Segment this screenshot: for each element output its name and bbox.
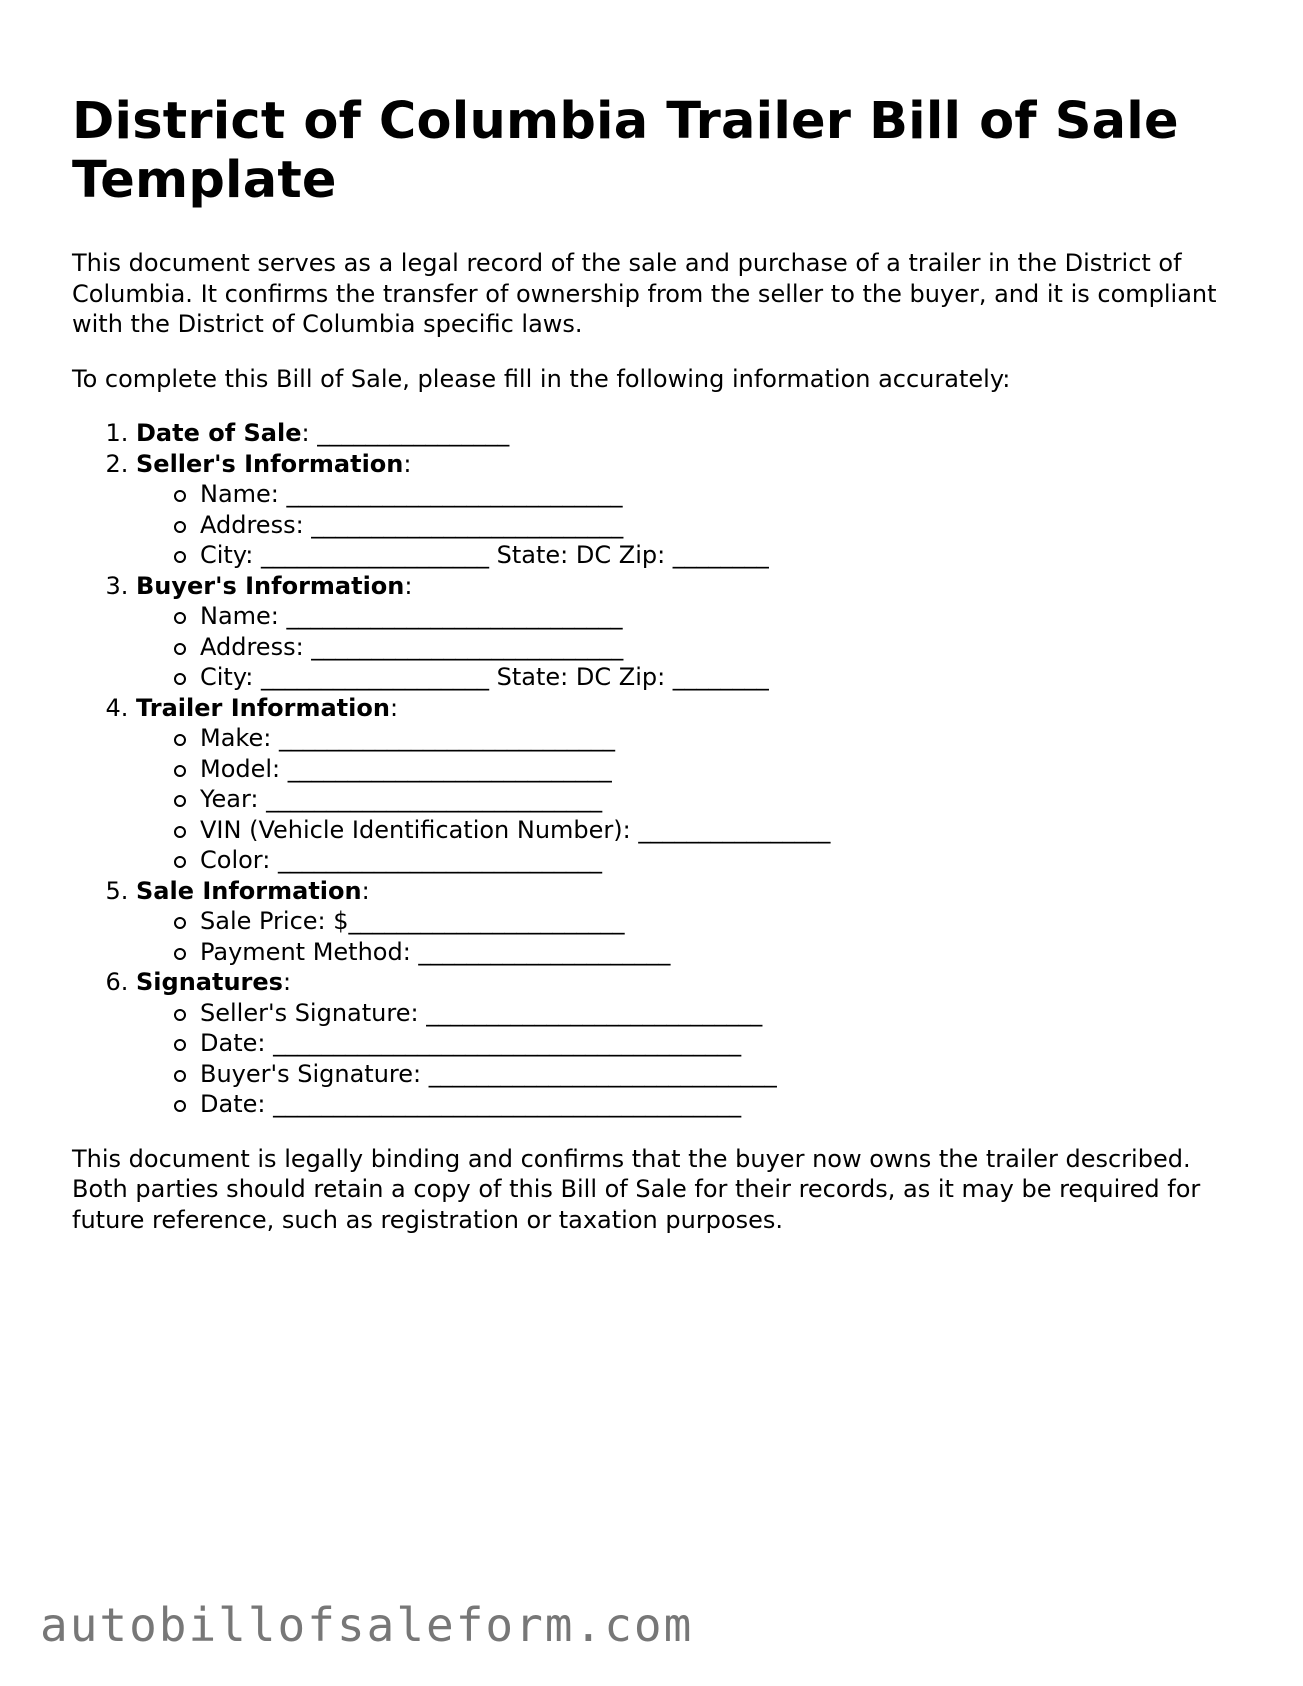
list-item-signatures <box>136 967 1232 1120</box>
buyer-name-field: Name: ____________________________ <box>200 601 1232 632</box>
seller-date-field: Date: _______________________________________ <box>200 1028 1232 1059</box>
item-suffix: : ________________ <box>301 419 510 447</box>
buyer-fields <box>136 601 1232 693</box>
page-title: District of Columbia Trailer Bill of Sale Template <box>72 92 1179 210</box>
closing-paragraph: This document is legally binding and confirms that the buyer now owns the trailer described. Both parties should retain a copy of this Bill of Sale for their records, as it may be required for future reference, such as registration or taxation purposes. <box>72 1144 1201 1234</box>
list-item-seller-info <box>136 449 1232 571</box>
seller-fields <box>136 479 1232 571</box>
list-item-date-of-sale <box>136 418 1232 449</box>
trailer-year-field: Year: ____________________________ <box>200 784 1232 815</box>
seller-signature-field: Seller's Signature: ____________________________ <box>200 998 1232 1029</box>
buyer-address-field: Address: __________________________ <box>200 632 1232 663</box>
trailer-make-field: Make: ____________________________ <box>200 723 1232 754</box>
item-heading: Date of Sale <box>136 419 302 447</box>
item-heading: Signatures <box>136 968 283 996</box>
buyer-signature-field: Buyer's Signature: _____________________________ <box>200 1059 1232 1090</box>
trailer-color-field: Color: ___________________________ <box>200 845 1232 876</box>
sale-fields <box>136 906 1232 967</box>
item-suffix: : <box>389 693 399 722</box>
form-fields-list <box>72 418 1232 1120</box>
list-item-sale-info <box>136 876 1232 968</box>
list-item-buyer-info <box>136 571 1232 693</box>
item-suffix: : <box>361 876 370 905</box>
buyer-date-field: Date: _______________________________________ <box>200 1089 1232 1120</box>
seller-address-field: Address: __________________________ <box>200 510 1232 541</box>
trailer-fields <box>136 723 1232 876</box>
buyer-city-field: City: ___________________ State: DC Zip: ________ <box>200 662 1232 693</box>
item-suffix: : <box>404 571 413 600</box>
intro-paragraph: This document serves as a legal record of the sale and purchase of a trailer in the District of Columbia. It confirms the transfer of ownership from the seller to the buyer, and it is compliant with the District of Columbia specific laws. <box>72 249 1217 338</box>
instruction-paragraph: To complete this Bill of Sale, please fill in the following information accurately: <box>72 364 1011 393</box>
item-suffix: : <box>282 968 292 996</box>
signature-fields <box>136 998 1232 1120</box>
item-heading: Seller's Information <box>136 449 404 478</box>
payment-method-field: Payment Method: _____________________ <box>200 937 1232 968</box>
item-heading: Trailer Information <box>136 693 390 722</box>
seller-name-field: Name: ____________________________ <box>200 479 1232 510</box>
item-heading: Buyer's Information <box>136 571 405 600</box>
document <box>72 92 1232 1259</box>
item-suffix: : <box>403 449 412 478</box>
trailer-vin-field: VIN (Vehicle Identification Number): ________________ <box>200 815 1232 846</box>
item-heading: Sale Information <box>136 876 362 905</box>
watermark: autobillofsaleform.com <box>40 1598 694 1652</box>
sale-price-field: Sale Price: $_______________________ <box>200 906 1232 937</box>
seller-city-field: City: ___________________ State: DC Zip: ________ <box>200 540 1232 571</box>
list-item-trailer-info <box>136 693 1232 876</box>
trailer-model-field: Model: ___________________________ <box>200 754 1232 785</box>
